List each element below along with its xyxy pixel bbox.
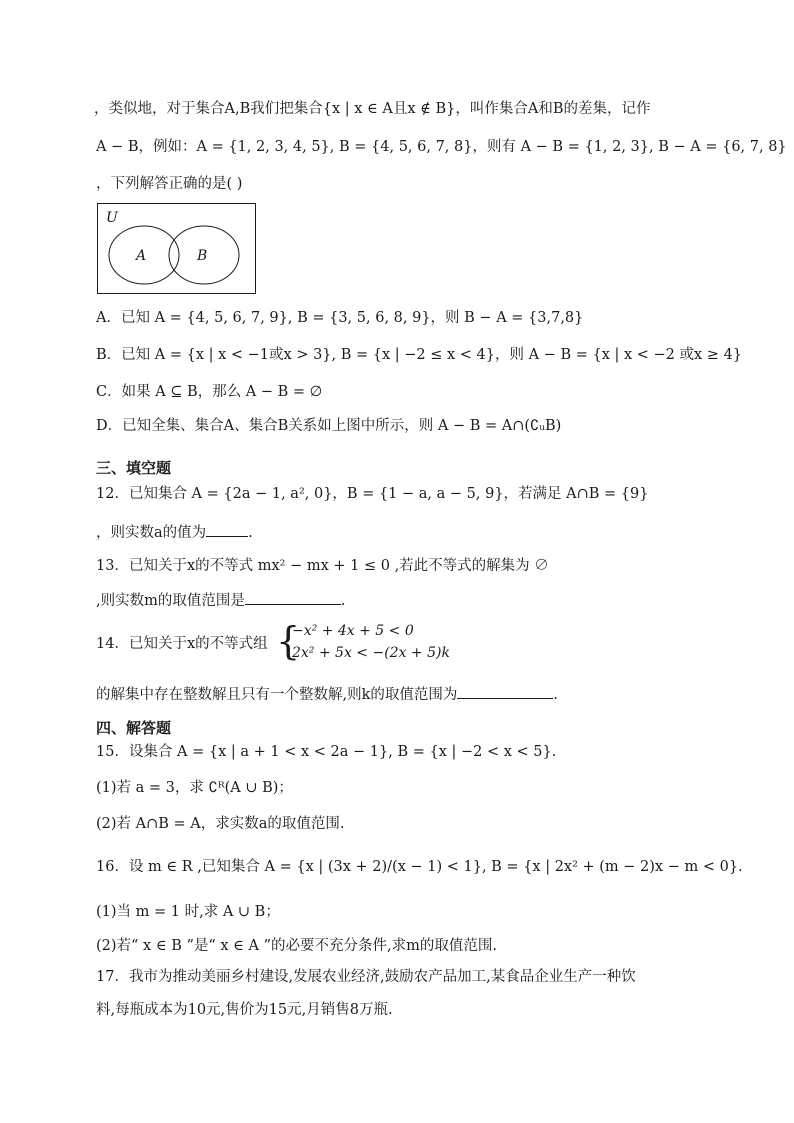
- venn-diagram: [97, 203, 257, 295]
- question-14-period: .: [553, 687, 559, 703]
- section-answer-heading: 四、解答题: [96, 719, 172, 737]
- inequality-system: [280, 620, 450, 664]
- system-brace: {: [276, 619, 301, 663]
- set-a-label: A: [136, 248, 147, 264]
- question-12-period: .: [248, 525, 253, 541]
- question-14-line-2: [96, 684, 558, 705]
- universe-rectangle: [98, 204, 256, 294]
- question-16-line-1: 16．设 m ∈ R ,已知集合 A = {x | (3x + 2)/(x − 1) < 1}, B = {x | 2x² + (m − 2)x − m < 0}.: [96, 859, 743, 875]
- question-15-line-1: 15．设集合 A = {x | a + 1 < x < 2a − 1}, B = {x | −2 < x < 5}.: [96, 744, 557, 760]
- question-12-line-2: [96, 522, 253, 543]
- answer-blank-12: [206, 522, 248, 537]
- option-a: A．已知 A = {4, 5, 6, 7, 9}, B = {3, 5, 6, 8, 9}，则 B − A = {3,7,8}: [96, 310, 584, 326]
- question-13-line-1: 13．已知关于x的不等式 mx² − mx + 1 ≤ 0 ,若此不等式的解集为 ∅: [96, 558, 549, 574]
- question-16-part-2: (2)若“ x ∈ B ”是“ x ∈ A ”的必要不充分条件,求m的取值范围.: [96, 938, 497, 954]
- option-b: B．已知 A = {x | x < −1或x > 3}, B = {x | −2 ≤ x < 4}，则 A − B = {x | x < −2 或x ≥ 4}: [96, 347, 743, 363]
- intro-line-1: ，类似地，对于集合A,B我们把集合{x | x ∈ A且x ∉ B}，叫作集合A和B的差集，记作: [94, 101, 651, 117]
- question-17-line-1: 17．我市为推动美丽乡村建设,发展农业经济,鼓励农产品加工,某食品企业生产一种饮: [96, 969, 636, 985]
- answer-blank-14: [457, 684, 553, 699]
- question-15-part-2: (2)若 A∩B = A，求实数a的取值范围.: [96, 816, 345, 832]
- universe-label: U: [106, 210, 118, 226]
- system-row-1: −x² + 4x + 5 < 0: [292, 623, 414, 639]
- question-17-line-2: 料,每瓶成本为10元,售价为15元,月销售8万瓶.: [96, 1002, 393, 1018]
- question-16-part-1: (1)当 m = 1 时,求 A ∪ B；: [96, 904, 280, 920]
- question-12-line-1: 12．已知集合 A = {2a − 1, a², 0}，B = {1 − a, a − 5, 9}，若满足 A∩B = {9}: [96, 486, 649, 502]
- set-b-label: B: [197, 248, 208, 264]
- question-13-text: ,则实数m的取值范围是: [96, 593, 245, 609]
- question-14-text: 的解集中存在整数解且只有一个整数解,则k的取值范围为: [96, 687, 458, 703]
- section-fill-in-heading: 三、填空题: [96, 459, 172, 477]
- question-13-period: .: [340, 593, 346, 609]
- intro-line-3: ，下列解答正确的是( ): [96, 176, 243, 192]
- option-c: C．如果 A ⊆ B，那么 A − B = ∅: [96, 384, 323, 400]
- question-12-text: ，则实数a的值为: [96, 525, 207, 541]
- option-d: D．已知全集、集合A、集合B关系如上图中所示，则 A − B = A∩(∁ᵤB): [96, 418, 562, 434]
- question-13-line-2: [96, 590, 345, 611]
- system-row-2: 2x² + 5x < −(2x + 5)k: [292, 645, 450, 661]
- answer-blank-13: [245, 590, 341, 605]
- question-14-line-1: 14．已知关于x的不等式组: [96, 636, 268, 652]
- intro-line-2: A − B，例如：A = {1, 2, 3, 4, 5}, B = {4, 5, 6, 7, 8}，则有 A − B = {1, 2, 3}, B − A = {6, 7, 8}: [96, 139, 787, 155]
- question-15-part-1: (1)若 a = 3，求 ∁ᴿ(A ∪ B)；: [96, 780, 293, 796]
